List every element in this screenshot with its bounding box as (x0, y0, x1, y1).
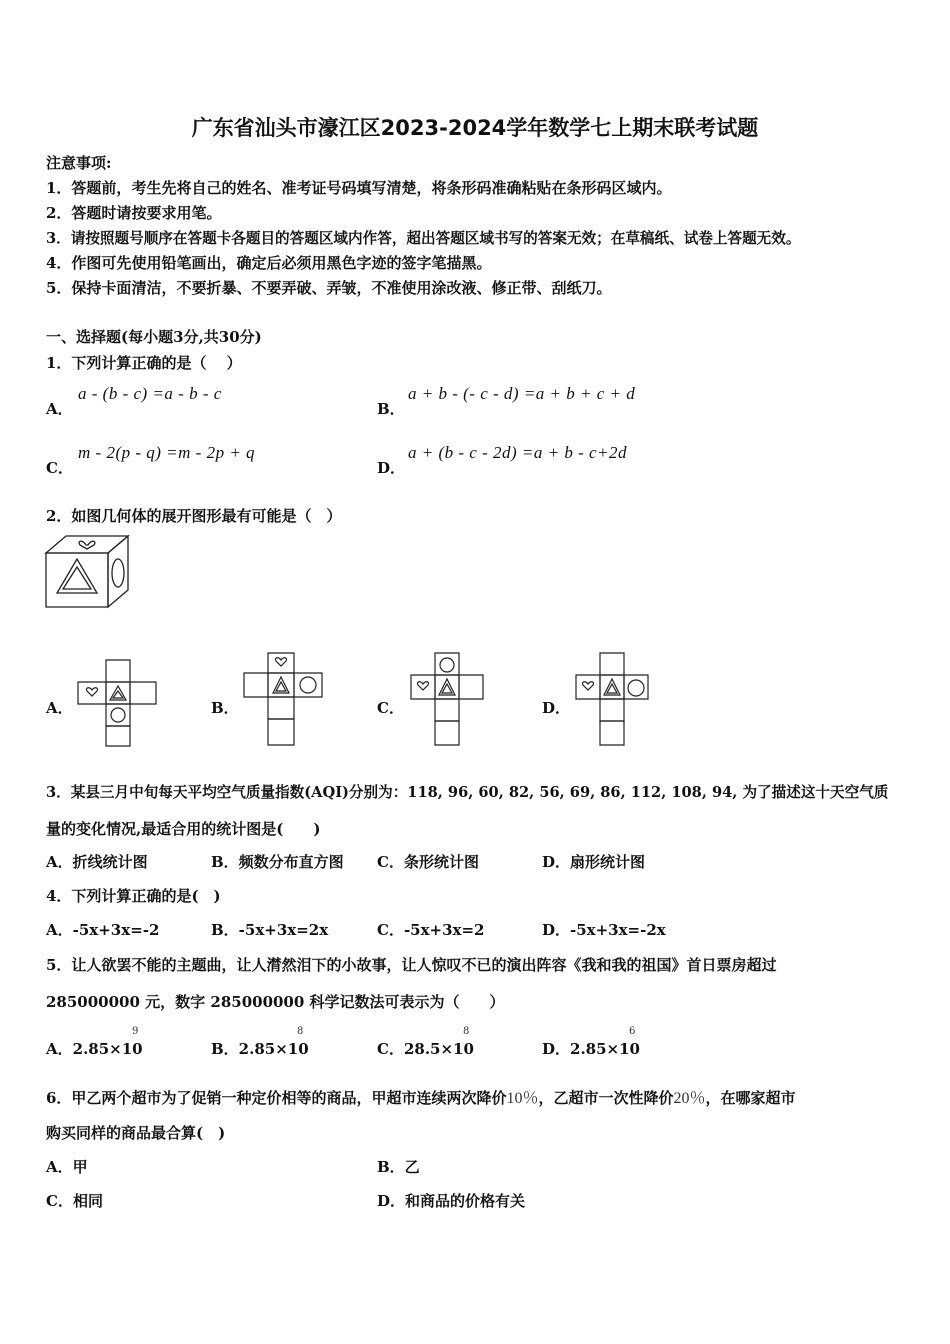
q5-option-b: B．2.85×10 (211, 1040, 309, 1058)
q4-option-c: C．-5x+3x=2 (377, 921, 485, 939)
q1-option-b-label: B． (377, 400, 405, 418)
q6-percent-1: 10％ (506, 1090, 539, 1107)
q6-option-d: D．和商品的价格有关 (377, 1192, 526, 1210)
notice-item-2: 2．答题时请按要求用笔。 (46, 204, 222, 222)
q2-option-d-label: D． (542, 699, 571, 717)
net-option-c (409, 651, 485, 747)
q6-stem-part1: 6．甲乙两个超市为了促销一种定价相等的商品，甲超市连续两次降价 (46, 1089, 507, 1107)
q3-option-c: C．条形统计图 (377, 853, 479, 871)
q1-option-d-expr: a + (b - c - 2d) =a + b - c+2d (408, 443, 628, 462)
q2-stem: 2．如图几何体的展开图形最有可能是（ ） (46, 507, 342, 525)
q4-stem: 4．下列计算正确的是( ) (46, 887, 221, 905)
q3-stem-line1: 3．某县三月中旬每天平均空气质量指数(AQI)分别为：118, 96, 60, 82, 56, 69, 86, 112, 108, 94, 为了描述这十天空气质 (46, 784, 889, 801)
q1-option-d-label: D． (377, 459, 406, 477)
q5-option-a: A．2.85×10 (46, 1040, 143, 1058)
q5-option-b-exponent: 8 (297, 1026, 304, 1037)
net-option-d (574, 651, 650, 747)
q2-option-a-label: A． (46, 699, 73, 717)
q5-option-c-exponent: 8 (463, 1026, 470, 1037)
q1-option-b-expr: a + b - (- c - d) =a + b + c + d (408, 384, 636, 403)
q1-option-a-label: A． (46, 400, 73, 418)
q3-option-a: A．折线统计图 (46, 853, 148, 871)
q2-option-b-label: B． (211, 699, 239, 717)
q6-stem-line1 (46, 1085, 796, 1108)
q5-option-c: C．28.5×10 (377, 1040, 474, 1058)
q3-option-d: D．扇形统计图 (542, 853, 646, 871)
q6-percent-2: 20％ (673, 1090, 706, 1107)
q3-stem-line2: 量的变化情况,最适合用的统计图是( ) (46, 820, 321, 838)
q6-option-b: B．乙 (377, 1158, 420, 1176)
notice-heading: 注意事项: (46, 154, 112, 172)
notice-item-5: 5．保持卡面清洁，不要折暴、不要弄破、弄皱，不准使用涂改液、修正带、刮纸刀。 (46, 279, 612, 297)
q1-option-c-expr: m - 2(p - q) =m - 2p + q (78, 443, 256, 462)
q2-option-c-label: C． (377, 699, 404, 717)
q5-option-a-exponent: 9 (132, 1026, 139, 1037)
notice-item-3: 3．请按照题号顺序在答题卡各题目的答题区域内作答，超出答题区域书写的答案无效；在草稿纸、试卷上答题无效。 (46, 230, 801, 247)
q1-option-c-label: C． (46, 459, 73, 477)
q1-stem: 1．下列计算正确的是（ ） (46, 354, 242, 372)
q5-stem-line2: 285000000 元，数字 285000000 科学记数法可表示为（ ） (46, 993, 505, 1011)
net-option-b (242, 651, 324, 747)
page-title: 广东省汕头市濠江区2023-2024学年数学七上期末联考试题 (191, 116, 759, 140)
q4-option-d: D．-5x+3x=-2x (542, 921, 666, 939)
q4-option-a: A．-5x+3x=-2 (46, 921, 160, 939)
q6-stem-part2: ，乙超市一次性降价 (538, 1089, 674, 1107)
q1-option-a-expr: a - (b - c) =a - b - c (78, 384, 222, 403)
q6-option-a: A．甲 (46, 1158, 88, 1176)
net-option-a (76, 658, 158, 748)
section-heading: 一、选择题(每小题3分,共30分) (46, 328, 262, 346)
q6-stem-line2: 购买同样的商品最合算( ) (46, 1124, 226, 1142)
notice-item-1: 1．答题前，考生先将自己的姓名、准考证号码填写清楚，将条形码准确粘贴在条形码区域内。 (46, 179, 672, 197)
cube-figure (44, 533, 134, 611)
q3-option-b: B．频数分布直方图 (211, 853, 344, 871)
q5-option-d-exponent: 6 (629, 1026, 636, 1037)
q4-option-b: B．-5x+3x=2x (211, 921, 329, 939)
q6-stem-part3: ，在哪家超市 (705, 1089, 796, 1107)
q6-option-c: C．相同 (46, 1192, 103, 1210)
q5-option-d: D．2.85×10 (542, 1040, 640, 1058)
notice-item-4: 4．作图可先使用铅笔画出，确定后必须用黑色字迹的签字笔描黑。 (46, 254, 492, 272)
q5-stem-line1: 5．让人欲罢不能的主题曲，让人潸然泪下的小故事，让人惊叹不已的演出阵容《我和我的祖国》首日票房超过 (46, 956, 777, 974)
